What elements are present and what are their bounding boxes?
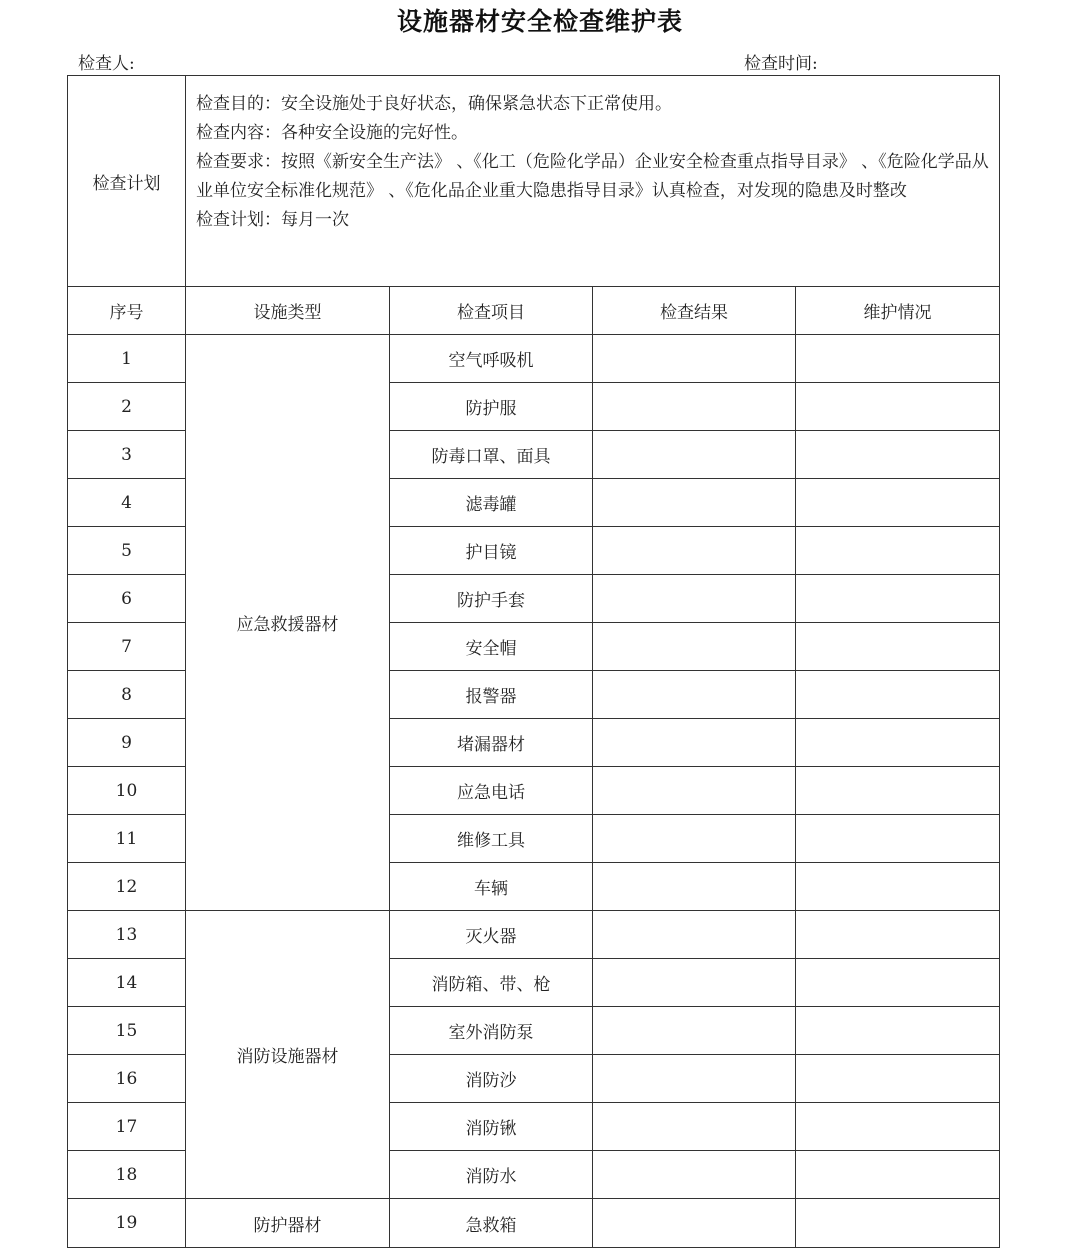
row-number: 9 [68, 719, 186, 767]
check-item-cell: 防护服 [390, 383, 593, 431]
maintenance-cell[interactable] [796, 815, 1000, 863]
row-number: 15 [68, 1007, 186, 1055]
check-item-cell: 报警器 [390, 671, 593, 719]
maintenance-cell[interactable] [796, 479, 1000, 527]
row-number: 3 [68, 431, 186, 479]
plan-label: 检查计划 [68, 76, 186, 287]
check-item-cell: 急救箱 [390, 1199, 593, 1248]
check-item-cell: 应急电话 [390, 767, 593, 815]
check-result-cell[interactable] [593, 1199, 796, 1248]
row-number: 2 [68, 383, 186, 431]
row-number: 13 [68, 911, 186, 959]
row-number: 6 [68, 575, 186, 623]
column-header-maintenance: 维护情况 [796, 287, 1000, 335]
check-item-cell: 车辆 [390, 863, 593, 911]
check-result-cell[interactable] [593, 815, 796, 863]
check-result-cell[interactable] [593, 335, 796, 383]
table-row [68, 1199, 1000, 1248]
facility-type-cell: 防护器材 [186, 1199, 390, 1248]
check-item-cell: 堵漏器材 [390, 719, 593, 767]
plan-line-schedule: 检查计划：每月一次 [196, 210, 349, 230]
maintenance-cell[interactable] [796, 623, 1000, 671]
row-number: 16 [68, 1055, 186, 1103]
inspector-label: 检查人: [78, 54, 135, 74]
column-header-item: 检查项目 [390, 287, 593, 335]
check-result-cell[interactable] [593, 767, 796, 815]
check-result-cell[interactable] [593, 671, 796, 719]
check-item-cell: 防护手套 [390, 575, 593, 623]
row-number: 5 [68, 527, 186, 575]
check-result-cell[interactable] [593, 863, 796, 911]
maintenance-cell[interactable] [796, 911, 1000, 959]
maintenance-cell[interactable] [796, 527, 1000, 575]
check-item-cell: 空气呼吸机 [390, 335, 593, 383]
row-number: 14 [68, 959, 186, 1007]
maintenance-cell[interactable] [796, 1151, 1000, 1199]
column-header-no: 序号 [68, 287, 186, 335]
maintenance-cell[interactable] [796, 335, 1000, 383]
check-result-cell[interactable] [593, 959, 796, 1007]
check-result-cell[interactable] [593, 575, 796, 623]
inspection-table [67, 75, 1000, 1248]
row-number: 4 [68, 479, 186, 527]
check-result-cell[interactable] [593, 1055, 796, 1103]
check-result-cell[interactable] [593, 623, 796, 671]
maintenance-cell[interactable] [796, 1007, 1000, 1055]
maintenance-cell[interactable] [796, 863, 1000, 911]
table-row [68, 911, 1000, 959]
row-number: 17 [68, 1103, 186, 1151]
maintenance-cell[interactable] [796, 431, 1000, 479]
row-number: 1 [68, 335, 186, 383]
check-result-cell[interactable] [593, 527, 796, 575]
maintenance-cell[interactable] [796, 959, 1000, 1007]
maintenance-cell[interactable] [796, 1055, 1000, 1103]
facility-type-cell: 消防设施器材 [186, 911, 390, 1199]
check-item-cell: 室外消防泵 [390, 1007, 593, 1055]
check-result-cell[interactable] [593, 1151, 796, 1199]
check-item-cell: 维修工具 [390, 815, 593, 863]
maintenance-cell[interactable] [796, 383, 1000, 431]
plan-line-requirement: 检查要求：按照《新安全生产法》 、《化工（危险化学品）企业安全检查重点指导目录》 、《危险化学品从业单位安全标准化规范》 、《危化品企业重大隐患指导目录》认真检查，对发现的隐患及时整改 [196, 152, 989, 201]
check-result-cell[interactable] [593, 431, 796, 479]
row-number: 8 [68, 671, 186, 719]
plan-line-content: 检查内容：各种安全设施的完好性。 [196, 123, 468, 143]
row-number: 11 [68, 815, 186, 863]
column-header-result: 检查结果 [593, 287, 796, 335]
check-item-cell: 灭火器 [390, 911, 593, 959]
column-header-type: 设施类型 [186, 287, 390, 335]
check-item-cell: 安全帽 [390, 623, 593, 671]
check-item-cell: 防毒口罩、面具 [390, 431, 593, 479]
check-item-cell: 滤毒罐 [390, 479, 593, 527]
row-number: 19 [68, 1199, 186, 1248]
check-item-cell: 消防水 [390, 1151, 593, 1199]
inspection-table-body [68, 76, 1000, 1248]
table-row [68, 335, 1000, 383]
row-number: 18 [68, 1151, 186, 1199]
check-result-cell[interactable] [593, 1007, 796, 1055]
check-item-cell: 护目镜 [390, 527, 593, 575]
plan-row [68, 76, 1000, 287]
check-item-cell: 消防锹 [390, 1103, 593, 1151]
maintenance-cell[interactable] [796, 719, 1000, 767]
plan-line-purpose: 检查目的：安全设施处于良好状态，确保紧急状态下正常使用。 [196, 94, 672, 114]
check-result-cell[interactable] [593, 1103, 796, 1151]
row-number: 12 [68, 863, 186, 911]
check-result-cell[interactable] [593, 479, 796, 527]
maintenance-cell[interactable] [796, 767, 1000, 815]
page-title: 设施器材安全检查维护表 [396, 7, 683, 36]
check-item-cell: 消防箱、带、枪 [390, 959, 593, 1007]
check-item-cell: 消防沙 [390, 1055, 593, 1103]
header-row [68, 287, 1000, 335]
check-result-cell[interactable] [593, 911, 796, 959]
maintenance-cell[interactable] [796, 671, 1000, 719]
maintenance-cell[interactable] [796, 1103, 1000, 1151]
row-number: 10 [68, 767, 186, 815]
maintenance-cell[interactable] [796, 575, 1000, 623]
inspection-time-label: 检查时间: [744, 54, 818, 74]
facility-type-cell: 应急救援器材 [186, 335, 390, 911]
row-number: 7 [68, 623, 186, 671]
maintenance-cell[interactable] [796, 1199, 1000, 1248]
plan-text [186, 76, 1000, 287]
check-result-cell[interactable] [593, 719, 796, 767]
check-result-cell[interactable] [593, 383, 796, 431]
